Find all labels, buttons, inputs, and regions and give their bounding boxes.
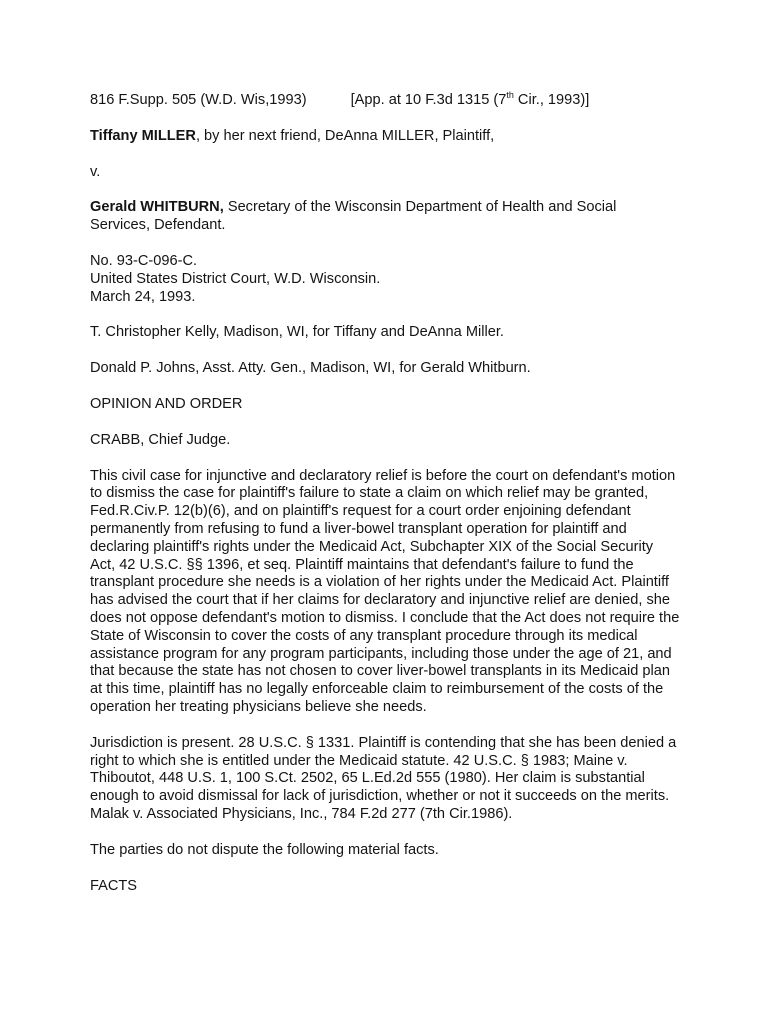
appeal-citation-superscript: th [506, 90, 514, 100]
judge-line: CRABB, Chief Judge. [90, 431, 231, 448]
opinion-paragraph: Jurisdiction is present. 28 U.S.C. § 1331. Plaintiff is contending that she has been denied a right to which she is entitled under the Medicaid statute. 42 U.S.C. § 1983; Maine v. Thiboutot, 448 U.S. 1, 100 S.Ct. 2502, 65 L.Ed.2d 555 (1980). Her claim is substantial enough to avoid dismissal for lack of jurisdiction, whether or not it succeeds on the merits. Malak v. Associated Physicians, Inc., 784 F.2d 277 (7th Cir.1986). [90, 734, 677, 822]
decision-date: March 24, 1993. [90, 288, 196, 305]
defendant-counsel: Donald P. Johns, Asst. Atty. Gen., Madison, WI, for Gerald Whitburn. [90, 360, 531, 377]
plaintiff-counsel: T. Christopher Kelly, Madison, WI, for Tiffany and DeAnna Miller. [90, 324, 504, 341]
document-body [90, 92, 680, 913]
defendant-line [90, 199, 680, 235]
opinion-paragraph: The parties do not dispute the following material facts. [90, 841, 439, 858]
plaintiff-line [90, 128, 680, 146]
versus-line: v. [90, 163, 101, 180]
appeal-citation-suffix: Cir., 1993)] [513, 92, 590, 108]
defendant-name: Gerald WHITBURN, [90, 199, 224, 216]
opinion-paragraph: This civil case for injunctive and declaratory relief is before the court on defendant's motion to dismiss the case for plaintiff's failure to state a claim on which relief may be granted, Fed.R.Civ.P. 12(b)(6), and on plaintiff's request for a court order enjoining defendant permanently from refusing to fund a liver-bowel transplant operation for plaintiff and declaring plaintiff's rights under the Medicaid Act, Subchapter XIX of the Social Security Act, 42 U.S.C. §§ 1396, et seq. Plaintiff maintains that defendant's failure to fund the transplant procedure she needs is a violation of her rights under the Medicaid Act. Plaintiff has advised the court that if her claims for declaratory and injunctive relief are denied, she does not oppose defendant's motion to dismiss. I conclude that the Act does not require the State of Wisconsin to cover the costs of any transplant procedure through its medical assistance program for any program participants, including those under the age of 21, and that because the state has not chosen to cover liver-bowel transplants in its Medicaid plan at this time, plaintiff has no legally enforceable claim to reimbursement of the costs of the operation her treating physicians believe she needs. [90, 467, 680, 715]
citation-line [90, 92, 680, 110]
case-citation: 816 F.Supp. 505 (W.D. Wis,1993) [90, 92, 307, 108]
case-number: No. 93-C-096-C. [90, 252, 198, 269]
defendant-description: Secretary of the Wisconsin Department of Health and Social Services, Defendant. [90, 199, 617, 234]
court-name: United States District Court, W.D. Wisconsin. [90, 270, 381, 287]
plaintiff-name: Tiffany MILLER [90, 127, 196, 144]
plaintiff-description: , by her next friend, DeAnna MILLER, Plaintiff, [195, 127, 495, 144]
facts-heading: FACTS [90, 877, 138, 894]
opinion-title: OPINION AND ORDER [90, 395, 243, 412]
appeal-citation [351, 92, 590, 108]
appeal-citation-prefix: [App. at 10 F.3d 1315 (7 [350, 92, 507, 108]
case-info-block [90, 253, 680, 306]
